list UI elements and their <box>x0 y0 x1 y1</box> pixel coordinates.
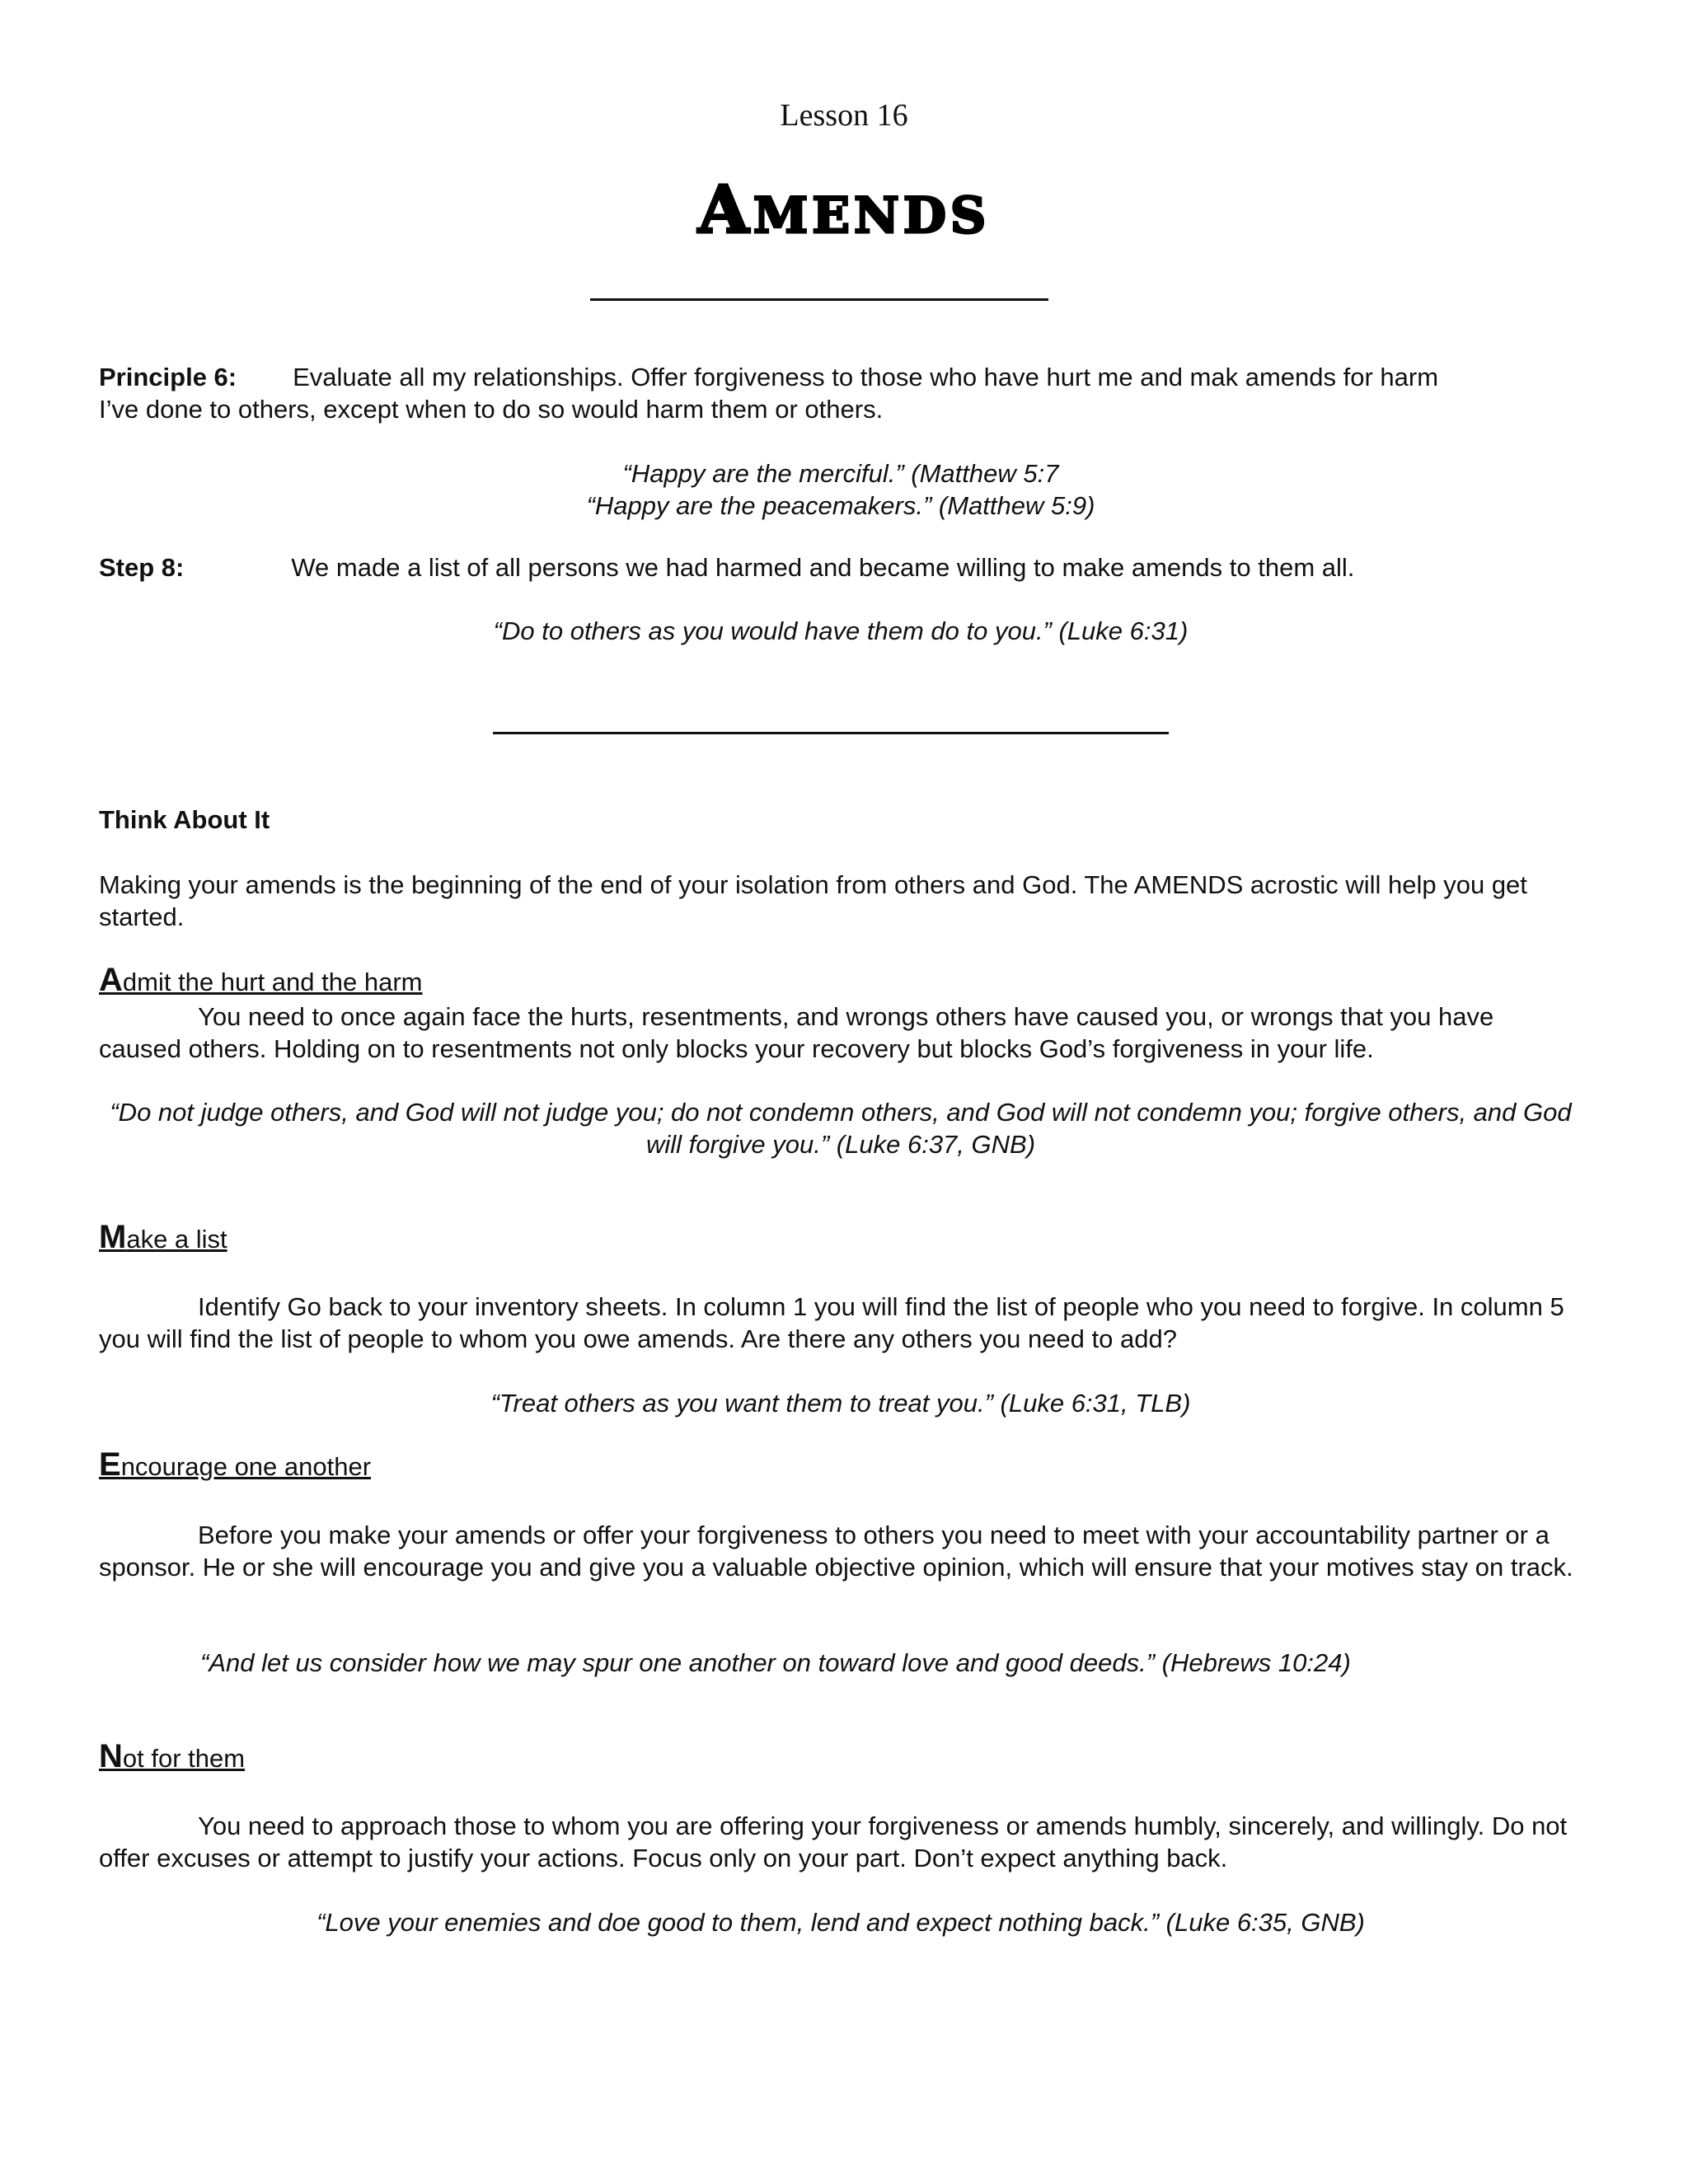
step-text: We made a list of all persons we had harmed and became willing to make amends to them all. <box>291 553 1355 582</box>
acrostic-letter: A <box>99 962 123 998</box>
lesson-number: Lesson 16 <box>780 98 908 133</box>
acrostic-letter: M <box>99 1219 127 1255</box>
principle-paragraph <box>99 361 1582 425</box>
acrostic-quote-encourage: “And let us consider how we may spur one another on toward love and good deeds.” (Hebrews 10:24) <box>200 1648 1351 1677</box>
acrostic-label: ot for them <box>122 1744 246 1773</box>
acrostic-body-admit <box>99 1001 1582 1065</box>
principle-quote-2: “Happy are the peacemakers.” (Matthew 5:9) <box>586 491 1095 520</box>
acrostic-quote-make: “Treat others as you want them to treat you.” (Luke 6:31, TLB) <box>490 1389 1191 1418</box>
principle-text: Evaluate all my relationships. Offer forgiveness to those who have hurt me and mak amends for harm <box>293 363 1439 391</box>
acrostic-body-text: Before you make your amends or offer your forgiveness to others you need to meet with your accountability partner or a sponsor. He or she will encourage you and give you a valuable objective opinion, which will ensure that your motives stay on track. <box>99 1521 1573 1582</box>
principle-text-continued: I’ve done to others, except when to do so would harm them or others. <box>99 395 884 424</box>
principle-quote-1: “Happy are the merciful.” (Matthew 5:7 <box>622 459 1059 488</box>
acrostic-heading-not <box>99 1738 246 1774</box>
acrostic-letter: N <box>99 1738 123 1774</box>
acrostic-body-encourage <box>99 1519 1582 1583</box>
acrostic-body-text: Identify Go back to your inventory sheets. In column 1 you will find the list of people who you need to forgive. In column 5 you will find the list of people to whom you owe amends. Are there any others you need to add? <box>99 1292 1564 1353</box>
principle-label: Principle 6: <box>99 363 237 391</box>
section-heading: Think About It <box>99 805 270 834</box>
acrostic-label: dmit the hurt and the harm <box>122 968 423 996</box>
title-divider <box>590 298 1048 301</box>
acrostic-label: ncourage one another <box>120 1452 372 1481</box>
title-initial: A <box>697 171 753 248</box>
step-quote: “Do to others as you would have them do to you.” (Luke 6:31) <box>493 616 1189 645</box>
page-title <box>0 171 1688 249</box>
acrostic-body-make <box>99 1291 1582 1355</box>
acrostic-quote-admit: “Do not judge others, and God will not judge you; do not condemn others, and God will not condemn you; forgive others, and God will forgive you.” (Luke 6:37, GNB) <box>110 1098 1572 1159</box>
step-label: Step 8: <box>99 553 185 582</box>
step-paragraph <box>99 551 1582 583</box>
section-divider <box>493 732 1169 734</box>
acrostic-body-text: You need to approach those to whom you are offering your forgiveness or amends humbly, sincerely, and willingly. Do not offer excuses or attempt to justify your actions. Focus only on your part. Don’t expect anything back. <box>99 1811 1568 1872</box>
acrostic-quote-not: “Love your enemies and doe good to them, lend and expect nothing back.” (Luke 6:35, GNB) <box>316 1908 1365 1937</box>
acrostic-body-text: You need to once again face the hurts, resentments, and wrongs others have caused you, or wrongs that you have caused others. Holding on to resentments not only blocks your recovery but blocks God’s forgiveness in your life. <box>99 1002 1494 1063</box>
acrostic-heading-encourage <box>99 1446 372 1483</box>
acrostic-letter: E <box>99 1446 121 1483</box>
acrostic-body-not <box>99 1810 1582 1874</box>
acrostic-label: ake a list <box>126 1225 227 1254</box>
acrostic-heading-admit <box>99 964 422 998</box>
intro-paragraph: Making your amends is the beginning of the end of your isolation from others and God. The AMENDS acrostic will help you get started. <box>99 870 1527 931</box>
title-rest: MENDS <box>753 187 991 245</box>
acrostic-heading-make <box>99 1221 227 1255</box>
